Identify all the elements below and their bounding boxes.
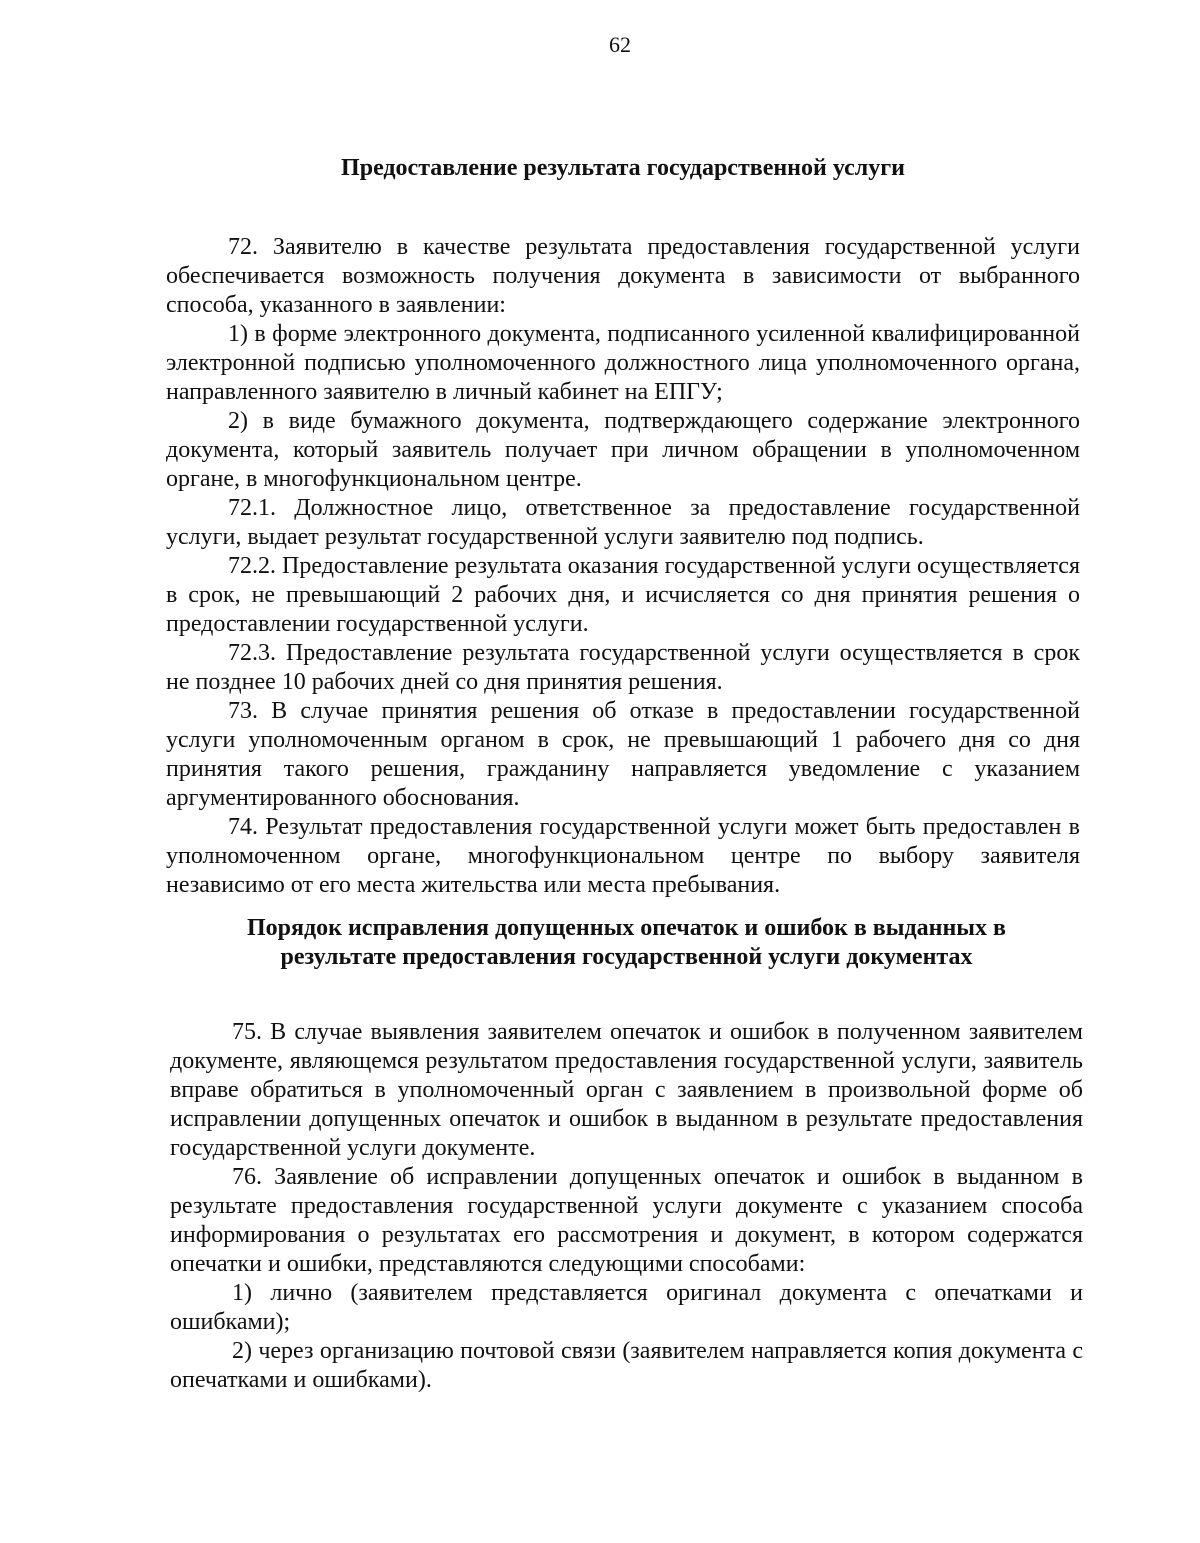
section-heading-result: Предоставление результата государственной услуги <box>341 155 905 181</box>
section-corrections <box>170 914 1083 1395</box>
paragraph-72-1: 72.1. Должностное лицо, ответственное за предоставление государственной услуги, выдает результат государственной услуги заявителю под подпись. <box>166 495 1080 550</box>
section-heading-corrections-line2: результате предоставления государственной услуги документах <box>280 944 973 970</box>
paragraph-74: 74. Результат предоставления государственной услуги может быть предоставлен в уполномоченном органе, многофункциональном центре по выбору заявителя независимо от его места жительства или места пребывания. <box>166 814 1080 898</box>
paragraph-72-item-2: 2) в виде бумажного документа, подтверждающего содержание электронного документа, который заявитель получает при личном обращении в уполномоченном органе, в многофункциональном центре. <box>166 408 1080 492</box>
paragraph-75: 75. В случае выявления заявителем опечаток и ошибок в полученном заявителем документе, являющемся результатом предоставления государственной услуги, заявитель вправе обратиться в уполномоченный орган с заявлением в произвольной форме об исправлении допущенных опечаток и ошибок в выданном в результате предоставления государственной услуги документе. <box>170 1019 1083 1161</box>
paragraph-72-3: 72.3. Предоставление результата государственной услуги осуществляется в срок не позднее 10 рабочих дней со дня принятия решения. <box>166 640 1080 695</box>
section-heading-corrections-line1: Порядок исправления допущенных опечаток и ошибок в выданных в <box>247 915 1006 941</box>
paragraph-76: 76. Заявление об исправлении допущенных опечаток и ошибок в выданном в результате предоставления государственной услуги документе с указанием способа информирования о результатах его рассмотрения и документ, в котором содержатся опечатки и ошибки, представляются следующими способами: <box>170 1164 1083 1277</box>
paragraph-73: 73. В случае принятия решения об отказе в предоставлении государственной услуги уполномоченным органом в срок, не превышающий 1 рабочего дня со дня принятия такого решения, гражданину направляется уведомление с указанием аргументированного обоснования. <box>166 698 1080 811</box>
paragraph-72-2: 72.2. Предоставление результата оказания государственной услуги осуществляется в срок, не превышающий 2 рабочих дня, и исчисляется со дня принятия решения о предоставлении государственной услуги. <box>166 553 1080 637</box>
paragraph-72: 72. Заявителю в качестве результата предоставления государственной услуги обеспечивается возможность получения документа в зависимости от выбранного способа, указанного в заявлении: <box>166 234 1080 318</box>
paragraph-76-item-2: 2) через организацию почтовой связи (заявителем направляется копия документа с опечатками и ошибками). <box>170 1338 1083 1393</box>
paragraph-76-item-1: 1) лично (заявителем представляется оригинал документа с опечатками и ошибками); <box>170 1280 1083 1335</box>
page-number: 62 <box>609 32 631 57</box>
section-result <box>166 154 1080 900</box>
paragraph-72-item-1: 1) в форме электронного документа, подписанного усиленной квалифицированной электронной подписью уполномоченного должностного лица уполномоченного органа, направленного заявителю в личный кабинет на ЕПГУ; <box>166 321 1080 405</box>
